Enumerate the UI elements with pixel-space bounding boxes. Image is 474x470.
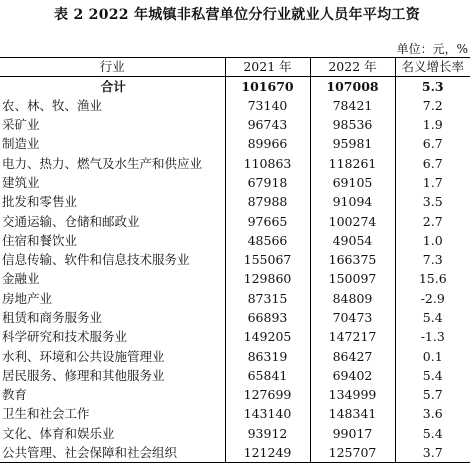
table-row xyxy=(0,424,470,443)
growth-rate: 1.7 xyxy=(395,173,470,192)
table-row xyxy=(0,135,470,154)
table-header xyxy=(0,58,470,77)
industry-name: 采矿业 xyxy=(2,117,40,133)
total-growth: 5.3 xyxy=(395,77,470,96)
growth-rate: 5.4 xyxy=(395,424,470,443)
wage-2021: 96743 xyxy=(225,115,310,134)
wage-2022: 147217 xyxy=(310,328,395,347)
wage-2021: 86319 xyxy=(225,347,310,366)
industry-name: 金融业 xyxy=(2,271,40,287)
growth-rate: -2.9 xyxy=(395,289,470,308)
growth-rate: 3.7 xyxy=(395,443,470,462)
wage-2021: 97665 xyxy=(225,212,310,231)
growth-rate: 6.7 xyxy=(395,154,470,173)
wage-2021: 110863 xyxy=(225,154,310,173)
growth-rate: 3.5 xyxy=(395,193,470,212)
table-title: 表 2 2022 年城镇非私营单位分行业就业人员年平均工资 xyxy=(53,7,421,23)
total-label: 合计 xyxy=(100,78,126,94)
industry-name: 批发和零售业 xyxy=(2,194,78,210)
growth-rate: 5.4 xyxy=(395,366,470,385)
table-row xyxy=(0,212,470,231)
total-2022: 107008 xyxy=(310,77,395,96)
table-row xyxy=(0,386,470,405)
header-industry: 行业 xyxy=(0,58,225,77)
table-row xyxy=(0,308,470,327)
table-body xyxy=(0,77,470,463)
table-row xyxy=(0,366,470,385)
header-growth: 名义增长率 xyxy=(395,58,470,77)
wage-2022: 150097 xyxy=(310,270,395,289)
industry-name: 农、林、牧、渔业 xyxy=(2,97,103,113)
table-row xyxy=(0,328,470,347)
wage-2022: 125707 xyxy=(310,443,395,462)
wage-2021: 89966 xyxy=(225,135,310,154)
unit-label: 单位：元，% xyxy=(396,42,468,56)
industry-name: 卫生和社会工作 xyxy=(2,406,90,422)
industry-name: 公共管理、社会保障和社会组织 xyxy=(0,443,225,462)
wage-2022: 69105 xyxy=(310,173,395,192)
wage-2021: 87315 xyxy=(225,289,310,308)
wage-2021: 67918 xyxy=(225,173,310,192)
wage-2021: 149205 xyxy=(225,328,310,347)
table-row-total xyxy=(0,77,470,96)
wage-2021: 87988 xyxy=(225,193,310,212)
industry-name: 制造业 xyxy=(2,136,40,152)
wage-2021: 73140 xyxy=(225,96,310,115)
industry-name: 信息传输、软件和信息技术服务业 xyxy=(2,252,190,268)
total-2021: 101670 xyxy=(225,77,310,96)
growth-rate: 1.0 xyxy=(395,231,470,250)
industry-name: 建筑业 xyxy=(2,174,40,190)
industry-name: 房地产业 xyxy=(2,290,53,306)
wage-2021: 121249 xyxy=(225,443,310,462)
wage-2022: 49054 xyxy=(310,231,395,250)
table-row xyxy=(0,289,470,308)
wage-2021: 127699 xyxy=(225,386,310,405)
wage-2022: 100274 xyxy=(310,212,395,231)
wage-2022: 95981 xyxy=(310,135,395,154)
industry-name: 居民服务、修理和其他服务业 xyxy=(2,367,165,383)
industry-name: 水利、环境和公共设施管理业 xyxy=(2,348,165,364)
header-2022: 2022 年 xyxy=(310,58,395,77)
header-2021: 2021 年 xyxy=(225,58,310,77)
industry-name: 电力、热力、燃气及水生产和供应业 xyxy=(2,155,203,171)
table-row xyxy=(0,405,470,424)
wage-2022: 118261 xyxy=(310,154,395,173)
wage-2022: 99017 xyxy=(310,424,395,443)
table-row xyxy=(0,347,470,366)
wage-2022: 134999 xyxy=(310,386,395,405)
wage-2022: 69402 xyxy=(310,366,395,385)
growth-rate: 6.7 xyxy=(395,135,470,154)
table-row xyxy=(0,270,470,289)
wage-2021: 66893 xyxy=(225,308,310,327)
wage-2022: 70473 xyxy=(310,308,395,327)
wage-2022: 166375 xyxy=(310,250,395,269)
wage-2021: 155067 xyxy=(225,250,310,269)
wage-2022: 86427 xyxy=(310,347,395,366)
wage-2021: 143140 xyxy=(225,405,310,424)
wage-2022: 91094 xyxy=(310,193,395,212)
table-row xyxy=(0,96,470,115)
wage-2022: 78421 xyxy=(310,96,395,115)
wage-2022: 84809 xyxy=(310,289,395,308)
wage-2021: 65841 xyxy=(225,366,310,385)
table-row xyxy=(0,193,470,212)
wage-2021: 129860 xyxy=(225,270,310,289)
table-row xyxy=(0,154,470,173)
growth-rate: 5.4 xyxy=(395,308,470,327)
table-row xyxy=(0,115,470,134)
wage-2022: 98536 xyxy=(310,115,395,134)
growth-rate: 5.7 xyxy=(395,386,470,405)
industry-name: 住宿和餐饮业 xyxy=(2,232,78,248)
table-row xyxy=(0,443,470,462)
industry-name: 文化、体育和娱乐业 xyxy=(2,425,115,441)
table-row xyxy=(0,173,470,192)
growth-rate: 0.1 xyxy=(395,347,470,366)
growth-rate: 3.6 xyxy=(395,405,470,424)
table-row xyxy=(0,250,470,269)
industry-name: 教育 xyxy=(2,387,28,403)
industry-name: 租赁和商务服务业 xyxy=(2,310,103,325)
growth-rate: 15.6 xyxy=(395,270,470,289)
table-row xyxy=(0,231,470,250)
growth-rate: 2.7 xyxy=(395,212,470,231)
growth-rate: 1.9 xyxy=(395,115,470,134)
wage-2021: 93912 xyxy=(225,424,310,443)
industry-name: 科学研究和技术服务业 xyxy=(2,329,128,345)
growth-rate: -1.3 xyxy=(395,328,470,347)
wage-table xyxy=(0,57,470,463)
industry-name: 交通运输、仓储和邮政业 xyxy=(2,213,140,229)
growth-rate: 7.3 xyxy=(395,250,470,269)
growth-rate: 7.2 xyxy=(395,96,470,115)
wage-2022: 148341 xyxy=(310,405,395,424)
wage-2021: 48566 xyxy=(225,231,310,250)
